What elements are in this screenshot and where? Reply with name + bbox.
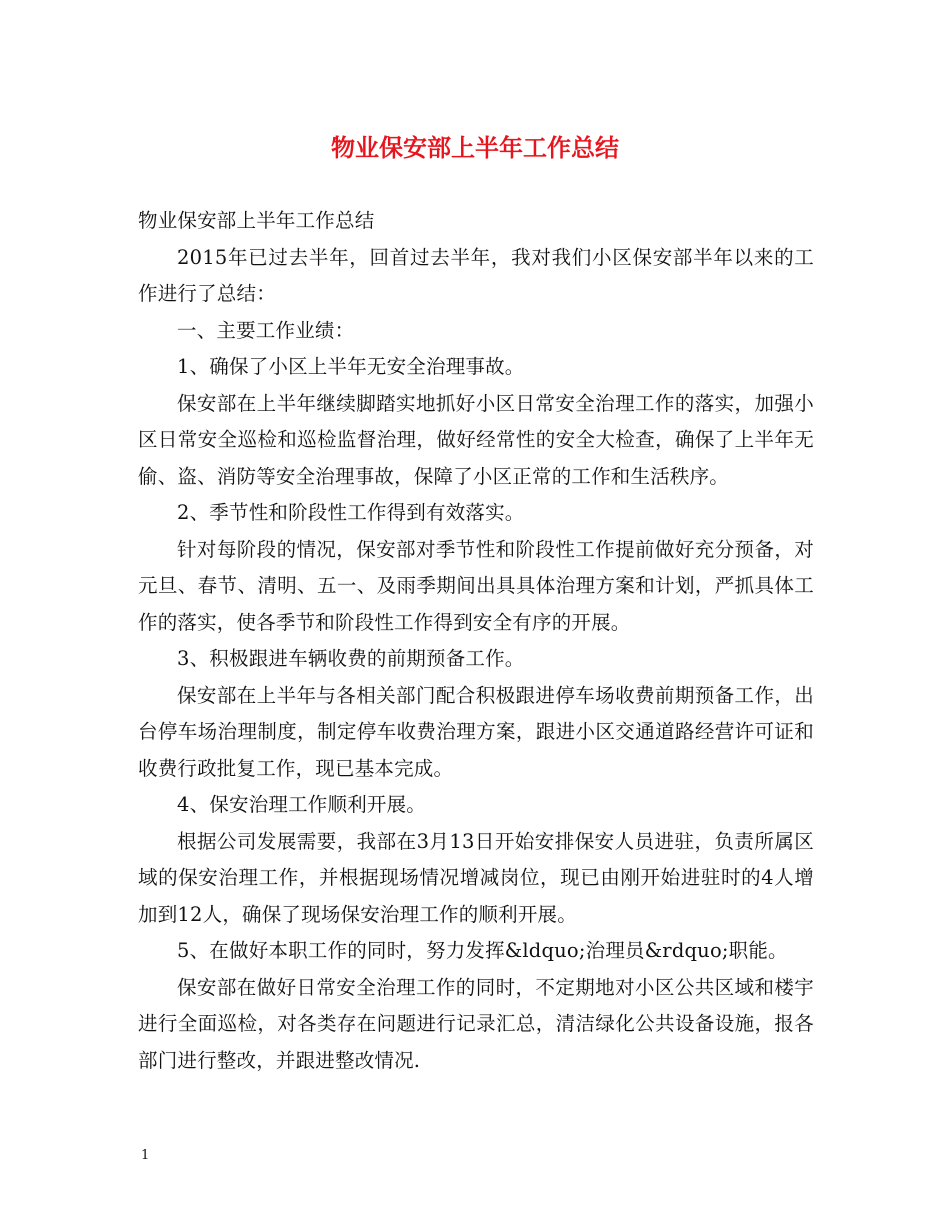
item-heading-2: 2、季节性和阶段性工作得到有效落实。 bbox=[177, 501, 525, 524]
item-body-2: 针对每阶段的情况，保安部对季节性和阶段性工作提前做好充分预备，对元旦、春节、清明、五一、及雨季期间出具具体治理方案和计划，严抓具体工作的落实，使各季节和阶段性工作得到安全有序的开展。 bbox=[138, 537, 814, 634]
item-body-3: 保安部在上半年与各相关部门配合积极跟进停车场收费前期预备工作，出台停车场治理制度，制定停车收费治理方案，跟进小区交通道路经营许可证和收费行政批复工作，现已基本完成。 bbox=[138, 683, 814, 780]
section-heading-achievements: 一、主要工作业绩： bbox=[177, 318, 355, 342]
item-body-4: 根据公司发展需要，我部在3月13日开始安排保安人员进驻，负责所属区域的保安治理工作，并根据现场情况增减岗位，现已由刚开始进驻时的4人增加到12人，确保了现场保安治理工作的顺利开展。 bbox=[138, 829, 814, 926]
item-heading-4: 4、保安治理工作顺利开展。 bbox=[177, 793, 427, 816]
document-body bbox=[138, 203, 814, 1079]
item-heading-3: 3、积极跟进车辆收费的前期预备工作。 bbox=[177, 647, 525, 670]
item-body-1: 保安部在上半年继续脚踏实地抓好小区日常安全治理工作的落实，加强小区日常安全巡检和巡检监督治理，做好经常性的安全大检查，确保了上半年无偷、盗、消防等安全治理事故，保障了小区正常的工作和生活秩序。 bbox=[138, 391, 814, 488]
document-title: 物业保安部上半年工作总结 bbox=[331, 134, 619, 162]
item-heading-1: 1、确保了小区上半年无安全治理事故。 bbox=[177, 355, 525, 378]
paragraph-heading: 物业保安部上半年工作总结 bbox=[138, 209, 375, 232]
item-heading-5: 5、在做好本职工作的同时，努力发挥&ldquo;治理员&rdquo;职能。 bbox=[177, 939, 788, 962]
page-number: 1 bbox=[141, 1148, 150, 1163]
item-body-5: 保安部在做好日常安全治理工作的同时，不定期地对小区公共区域和楼宇进行全面巡检，对各类存在问题进行记录汇总，清洁绿化公共设备设施，报各部门进行整改，并跟进整改情况. bbox=[138, 975, 814, 1072]
paragraph-intro: 2015年已过去半年，回首过去半年，我对我们小区保安部半年以来的工作进行了总结： bbox=[138, 245, 814, 305]
